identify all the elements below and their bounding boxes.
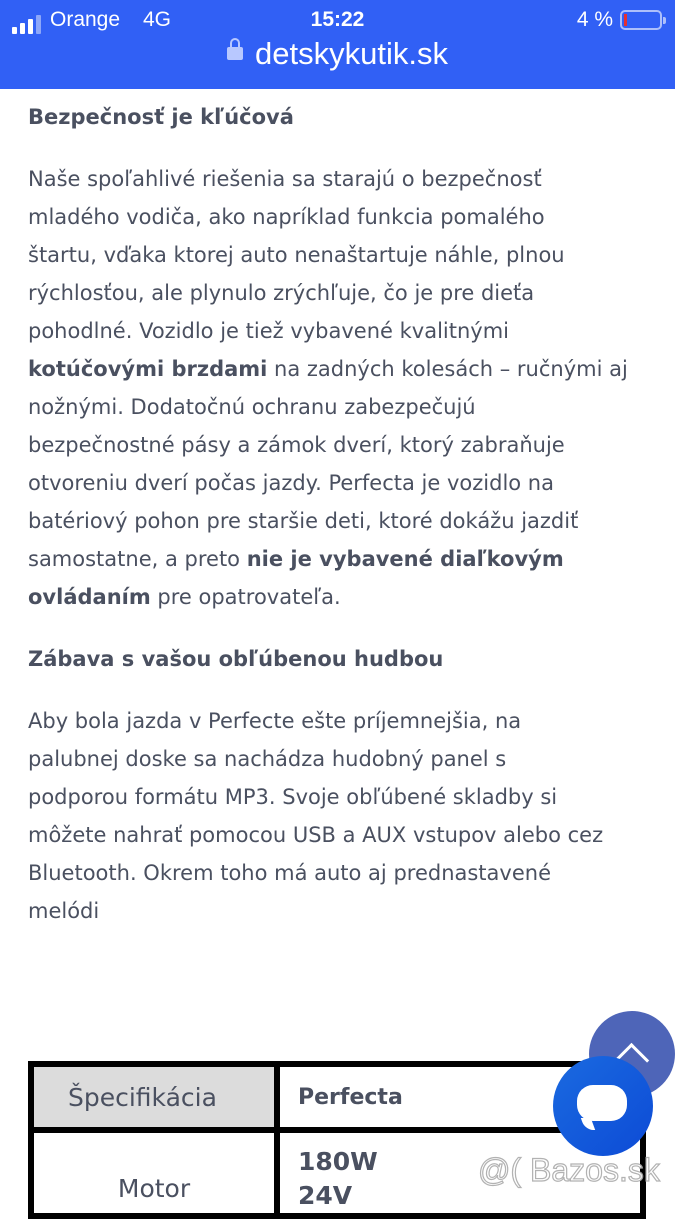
text-line: môžete nahrať pomocou USB a AUX vstupov alebo cez xyxy=(28,823,604,847)
text-line: batériový pohon pre staršie deti, ktoré dokážu jazdiť xyxy=(28,509,579,533)
header-cell: Špecifikácia xyxy=(31,1064,277,1130)
battery-percent: 4 % xyxy=(576,8,613,31)
paragraph xyxy=(28,702,658,930)
chat-button[interactable] xyxy=(553,1056,653,1156)
address-bar[interactable] xyxy=(0,36,675,72)
text-line: rýchlosťou, ale plynulo zrýchľuje, čo je pre dieťa xyxy=(28,281,535,305)
spec-table xyxy=(28,1061,646,1219)
bold-text: nie je vybavené diaľkovým xyxy=(246,547,564,571)
text: pre opatrovateľa. xyxy=(150,585,341,609)
text-line: bezpečnostné pásy a zámok dverí, ktorý zabraňuje xyxy=(28,433,565,457)
status-bar xyxy=(0,6,675,34)
text-line: pohodlné. Vozidlo je tiež vybavené kvalitnými xyxy=(28,319,510,343)
section-heading: Bezpečnosť je kľúčová xyxy=(28,105,294,129)
text-line: melódi xyxy=(28,899,100,923)
chat-bubble-icon xyxy=(577,1085,627,1121)
article xyxy=(28,98,658,930)
text-line xyxy=(28,350,658,388)
url-text: detskykutik.sk xyxy=(255,36,448,71)
value-line: 24V xyxy=(298,1181,353,1210)
bold-text: ovládaním xyxy=(28,585,151,609)
text-line: otvoreniu dverí počas jazdy. Perfecta je vozidlo na xyxy=(28,471,554,495)
text-line: štartu, vďaka ktorej auto nenaštartuje náhle, plnou xyxy=(28,243,565,267)
text-line: podporou formátu MP3. Svoje obľúbené skladby si xyxy=(28,785,558,809)
text-line: palubnej doske sa nachádza hudobný panel s xyxy=(28,747,507,771)
bold-text: kotúčovými brzdami xyxy=(28,357,268,381)
text-line xyxy=(28,578,658,616)
value-line: 180W xyxy=(298,1147,378,1176)
text-line xyxy=(28,540,658,578)
text-line: mladého vodiča, ako napríklad funkcia pomalého xyxy=(28,205,545,229)
header-cell: Perfecta xyxy=(277,1064,643,1130)
watermark: @( Bazos.sk xyxy=(478,1152,660,1188)
lock-icon xyxy=(227,47,243,60)
clock: 15:22 xyxy=(310,8,365,31)
text-line: Bluetooth. Okrem toho má auto aj prednastavené xyxy=(28,861,551,885)
text: samostatne, a preto xyxy=(28,547,247,571)
section-heading: Zábava s vašou obľúbenou hudbou xyxy=(28,647,444,671)
browser-header xyxy=(0,0,675,89)
text-line: Naše spoľahlivé riešenia sa starajú o bezpečnosť xyxy=(28,167,542,191)
network-type: 4G xyxy=(143,8,172,31)
text-line: nožnými. Dodatočnú ochranu zabezpečujú xyxy=(28,395,476,419)
paragraph xyxy=(28,160,658,616)
text: na zadných kolesách – ručnými aj xyxy=(267,357,628,381)
battery-icon xyxy=(620,10,662,30)
row-label: Motor xyxy=(31,1130,277,1216)
table-header-row xyxy=(31,1064,643,1130)
text-line: Aby bola jazda v Perfecte ešte príjemnejšia, na xyxy=(28,709,522,733)
carrier: Orange xyxy=(50,8,121,31)
